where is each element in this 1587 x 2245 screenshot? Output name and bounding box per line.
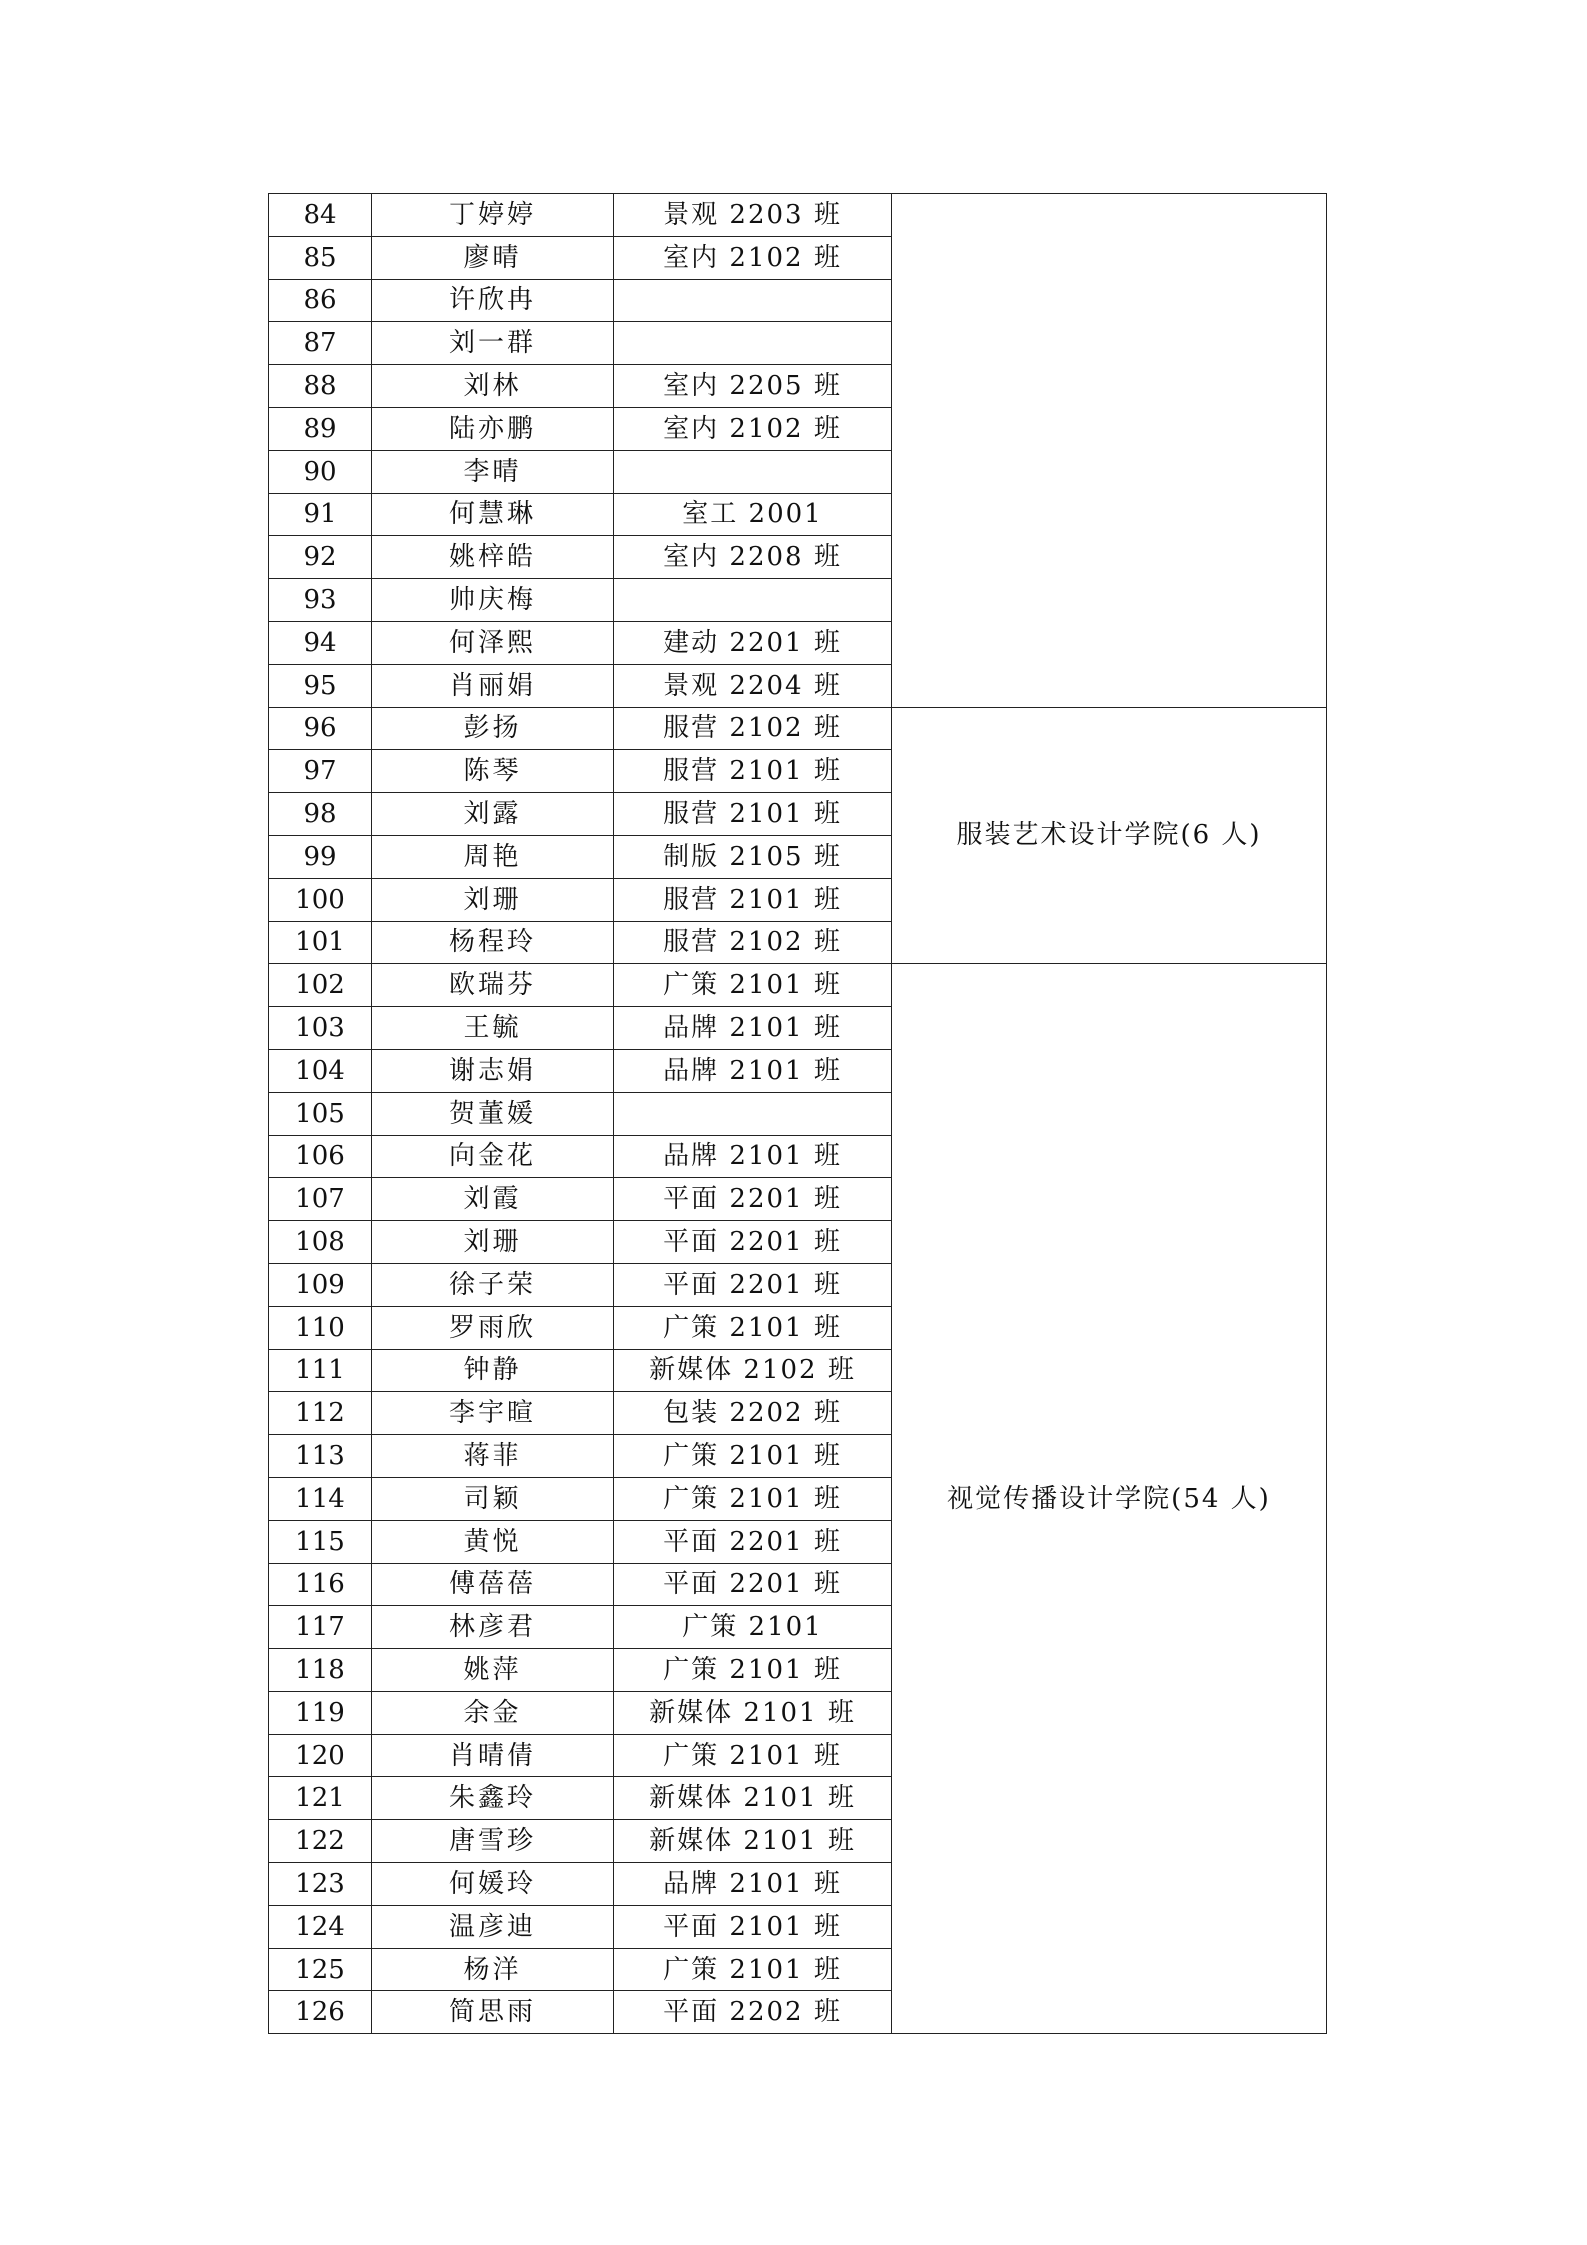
table-row [269,194,1327,237]
roster-body [269,194,1327,2034]
row-number-cell: 107 [269,1178,372,1221]
student-name-cell: 陆亦鹏 [372,407,614,450]
row-number-cell: 93 [269,579,372,622]
student-name-cell: 许欣冉 [372,279,614,322]
row-number-cell: 120 [269,1734,372,1777]
class-name-cell [614,1092,892,1135]
student-name-cell: 唐雪珍 [372,1820,614,1863]
row-number-cell: 98 [269,793,372,836]
class-name-cell: 平面 2201 班 [614,1263,892,1306]
row-number-cell: 97 [269,750,372,793]
row-number-cell: 110 [269,1306,372,1349]
college-group-cell [892,194,1327,708]
row-number-cell: 109 [269,1263,372,1306]
student-name-cell: 黄悦 [372,1520,614,1563]
class-name-cell [614,279,892,322]
row-number-cell: 85 [269,236,372,279]
row-number-cell: 123 [269,1863,372,1906]
row-number-cell: 88 [269,365,372,408]
student-name-cell: 何媛玲 [372,1863,614,1906]
class-name-cell: 新媒体 2102 班 [614,1349,892,1392]
student-name-cell: 简思雨 [372,1991,614,2034]
row-number-cell: 126 [269,1991,372,2034]
row-number-cell: 84 [269,194,372,237]
row-number-cell: 89 [269,407,372,450]
class-name-cell [614,322,892,365]
row-number-cell: 118 [269,1649,372,1692]
class-name-cell: 广策 2101 班 [614,1734,892,1777]
class-name-cell: 平面 2201 班 [614,1563,892,1606]
class-name-cell: 广策 2101 班 [614,1306,892,1349]
row-number-cell: 100 [269,878,372,921]
student-name-cell: 刘霞 [372,1178,614,1221]
class-name-cell: 建动 2201 班 [614,621,892,664]
student-name-cell: 刘露 [372,793,614,836]
student-name-cell: 何慧琳 [372,493,614,536]
student-name-cell: 林彦君 [372,1606,614,1649]
row-number-cell: 94 [269,621,372,664]
student-name-cell: 余金 [372,1691,614,1734]
class-name-cell: 景观 2203 班 [614,194,892,237]
class-name-cell: 室内 2102 班 [614,236,892,279]
row-number-cell: 104 [269,1049,372,1092]
student-name-cell: 贺董媛 [372,1092,614,1135]
row-number-cell: 99 [269,835,372,878]
class-name-cell: 品牌 2101 班 [614,1135,892,1178]
class-name-cell: 平面 2202 班 [614,1991,892,2034]
class-name-cell: 平面 2201 班 [614,1520,892,1563]
student-name-cell: 李晴 [372,450,614,493]
student-name-cell: 刘珊 [372,1221,614,1264]
class-name-cell [614,450,892,493]
student-name-cell: 彭扬 [372,707,614,750]
row-number-cell: 112 [269,1392,372,1435]
row-number-cell: 124 [269,1905,372,1948]
class-name-cell: 室内 2208 班 [614,536,892,579]
class-name-cell: 广策 2101 班 [614,1435,892,1478]
student-name-cell: 何泽熙 [372,621,614,664]
row-number-cell: 121 [269,1777,372,1820]
row-number-cell: 117 [269,1606,372,1649]
student-name-cell: 刘一群 [372,322,614,365]
student-name-cell: 徐子荣 [372,1263,614,1306]
row-number-cell: 95 [269,664,372,707]
student-name-cell: 廖晴 [372,236,614,279]
class-name-cell: 服营 2102 班 [614,921,892,964]
class-name-cell: 服营 2101 班 [614,793,892,836]
class-name-cell: 平面 2201 班 [614,1178,892,1221]
class-name-cell [614,579,892,622]
row-number-cell: 105 [269,1092,372,1135]
row-number-cell: 108 [269,1221,372,1264]
table-row [269,707,1327,750]
student-name-cell: 杨洋 [372,1948,614,1991]
row-number-cell: 101 [269,921,372,964]
student-name-cell: 姚梓皓 [372,536,614,579]
class-name-cell: 服营 2101 班 [614,750,892,793]
class-name-cell: 室内 2102 班 [614,407,892,450]
class-name-cell: 广策 2101 班 [614,1948,892,1991]
table-row [269,964,1327,1007]
row-number-cell: 106 [269,1135,372,1178]
student-name-cell: 司颖 [372,1477,614,1520]
class-name-cell: 平面 2201 班 [614,1221,892,1264]
class-name-cell: 品牌 2101 班 [614,1049,892,1092]
row-number-cell: 102 [269,964,372,1007]
class-name-cell: 广策 2101 [614,1606,892,1649]
class-name-cell: 新媒体 2101 班 [614,1777,892,1820]
class-name-cell: 品牌 2101 班 [614,1007,892,1050]
row-number-cell: 125 [269,1948,372,1991]
class-name-cell: 品牌 2101 班 [614,1863,892,1906]
row-number-cell: 87 [269,322,372,365]
student-name-cell: 罗雨欣 [372,1306,614,1349]
student-name-cell: 刘林 [372,365,614,408]
student-name-cell: 钟静 [372,1349,614,1392]
student-name-cell: 王毓 [372,1007,614,1050]
row-number-cell: 90 [269,450,372,493]
student-name-cell: 傅蓓蓓 [372,1563,614,1606]
student-name-cell: 欧瑞芬 [372,964,614,1007]
class-name-cell: 服营 2102 班 [614,707,892,750]
student-name-cell: 刘珊 [372,878,614,921]
row-number-cell: 96 [269,707,372,750]
row-number-cell: 115 [269,1520,372,1563]
row-number-cell: 111 [269,1349,372,1392]
row-number-cell: 103 [269,1007,372,1050]
row-number-cell: 119 [269,1691,372,1734]
row-number-cell: 114 [269,1477,372,1520]
class-name-cell: 广策 2101 班 [614,964,892,1007]
row-number-cell: 91 [269,493,372,536]
student-name-cell: 肖晴倩 [372,1734,614,1777]
student-name-cell: 杨程玲 [372,921,614,964]
student-name-cell: 蒋菲 [372,1435,614,1478]
student-name-cell: 陈琴 [372,750,614,793]
class-name-cell: 室工 2001 [614,493,892,536]
class-name-cell: 包装 2202 班 [614,1392,892,1435]
class-name-cell: 室内 2205 班 [614,365,892,408]
college-group-cell: 视觉传播设计学院(54 人) [892,964,1327,2034]
class-name-cell: 新媒体 2101 班 [614,1820,892,1863]
student-name-cell: 周艳 [372,835,614,878]
student-name-cell: 肖丽娟 [372,664,614,707]
roster-table [268,193,1327,2034]
student-name-cell: 丁婷婷 [372,194,614,237]
class-name-cell: 新媒体 2101 班 [614,1691,892,1734]
student-name-cell: 谢志娟 [372,1049,614,1092]
student-name-cell: 姚萍 [372,1649,614,1692]
row-number-cell: 92 [269,536,372,579]
college-group-cell: 服装艺术设计学院(6 人) [892,707,1327,964]
student-name-cell: 朱鑫玲 [372,1777,614,1820]
class-name-cell: 景观 2204 班 [614,664,892,707]
class-name-cell: 广策 2101 班 [614,1649,892,1692]
row-number-cell: 86 [269,279,372,322]
student-name-cell: 帅庆梅 [372,579,614,622]
class-name-cell: 平面 2101 班 [614,1905,892,1948]
row-number-cell: 113 [269,1435,372,1478]
student-name-cell: 温彦迪 [372,1905,614,1948]
student-name-cell: 向金花 [372,1135,614,1178]
class-name-cell: 广策 2101 班 [614,1477,892,1520]
row-number-cell: 116 [269,1563,372,1606]
student-name-cell: 李宇暄 [372,1392,614,1435]
class-name-cell: 服营 2101 班 [614,878,892,921]
row-number-cell: 122 [269,1820,372,1863]
class-name-cell: 制版 2105 班 [614,835,892,878]
